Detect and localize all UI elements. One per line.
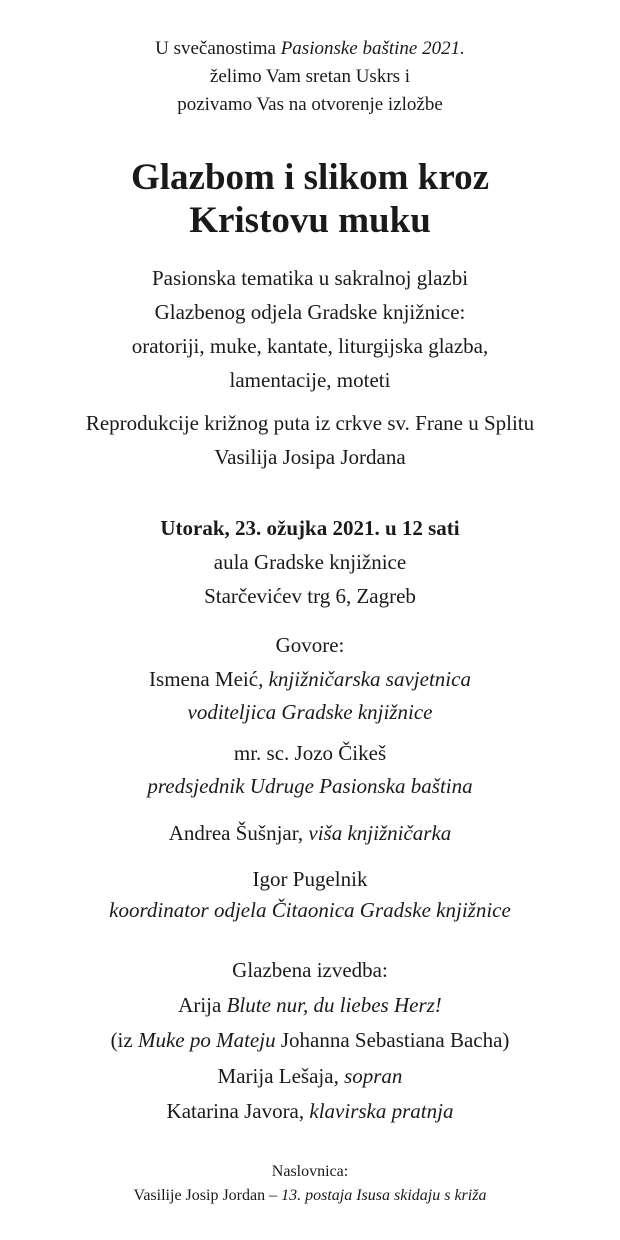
- music-source-prefix: (iz: [110, 1028, 138, 1052]
- exhibition-title-line-2: Kristovu muku: [189, 200, 431, 241]
- cover-credit-work: 13. postaja Isusa skidaju s križa: [281, 1187, 487, 1204]
- pianist-role: klavirska pratnja: [309, 1099, 454, 1123]
- singer-role: sopran: [344, 1064, 403, 1088]
- cover-credit: [0, 1187, 620, 1205]
- intro-line-2: želimo Vam sretan Uskrs i: [209, 66, 411, 87]
- event-address: Starčevićev trg 6, Zagreb: [204, 584, 416, 608]
- music-singer: [0, 1064, 620, 1089]
- speaker-2-name: mr. sc. Jozo Čikeš: [233, 741, 387, 765]
- speaker-3-name: Andrea Šušnjar,: [168, 821, 309, 845]
- event-venue: aula Gradske knjižnice: [213, 550, 407, 574]
- speaker-4-role: koordinator odjela Čitaonica Gradske knjižnice: [109, 898, 511, 922]
- description-line-1: Pasionska tematika u sakralnoj glazbi: [151, 266, 469, 290]
- singer-name: Marija Lešaja,: [217, 1064, 345, 1088]
- speaker-3-role: viša knjižničarka: [308, 821, 452, 845]
- speaker-2-role: predsjednik Udruge Pasionska baština: [147, 774, 473, 798]
- description-line-4: lamentacije, moteti: [229, 368, 391, 392]
- speaker-1-name: Ismena Meić,: [149, 667, 269, 691]
- cover-credit-author: Vasilije Josip Jordan –: [133, 1187, 282, 1204]
- description-line-3: oratoriji, muke, kantate, liturgijska glazba,: [131, 334, 489, 358]
- speaker-1: [0, 667, 620, 692]
- speaker-1-role-2: voditeljica Gradske knjižnice: [187, 700, 433, 724]
- speaker-4-name: Igor Pugelnik: [252, 867, 368, 891]
- music-heading: Glazbena izvedba:: [232, 958, 388, 982]
- reproductions-line-2: Vasilija Josipa Jordana: [214, 445, 406, 469]
- description-line-2: Glazbenog odjela Gradske knjižnice:: [154, 300, 466, 324]
- music-aria-prefix: Arija: [178, 993, 227, 1017]
- music-pianist: [0, 1099, 620, 1124]
- intro-line-1: [0, 38, 620, 60]
- music-source-title: Muke po Mateju: [137, 1028, 276, 1052]
- intro-line-1-text: U svečanostima: [155, 38, 281, 59]
- intro-line-3: pozivamo Vas na otvorenje izložbe: [177, 94, 443, 115]
- music-source: [0, 1028, 620, 1053]
- speaker-3: [0, 821, 620, 846]
- event-series-name: Pasionske baštine 2021.: [280, 38, 465, 59]
- reproductions-line-1: Reprodukcije križnog puta iz crkve sv. Frane u Splitu: [85, 411, 535, 435]
- cover-heading: Naslovnica:: [271, 1163, 349, 1180]
- exhibition-title-line-1: Glazbom i slikom kroz: [130, 157, 490, 198]
- event-date-time: Utorak, 23. ožujka 2021. u 12 sati: [160, 516, 460, 540]
- speaker-1-role: knjižničarska savjetnica: [268, 667, 471, 691]
- music-source-suffix: Johanna Sebastiana Bacha): [275, 1028, 510, 1052]
- music-aria-title: Blute nur, du liebes Herz!: [226, 993, 442, 1017]
- pianist-name: Katarina Javora,: [166, 1099, 310, 1123]
- music-aria: [0, 993, 620, 1018]
- speakers-heading: Govore:: [275, 633, 345, 657]
